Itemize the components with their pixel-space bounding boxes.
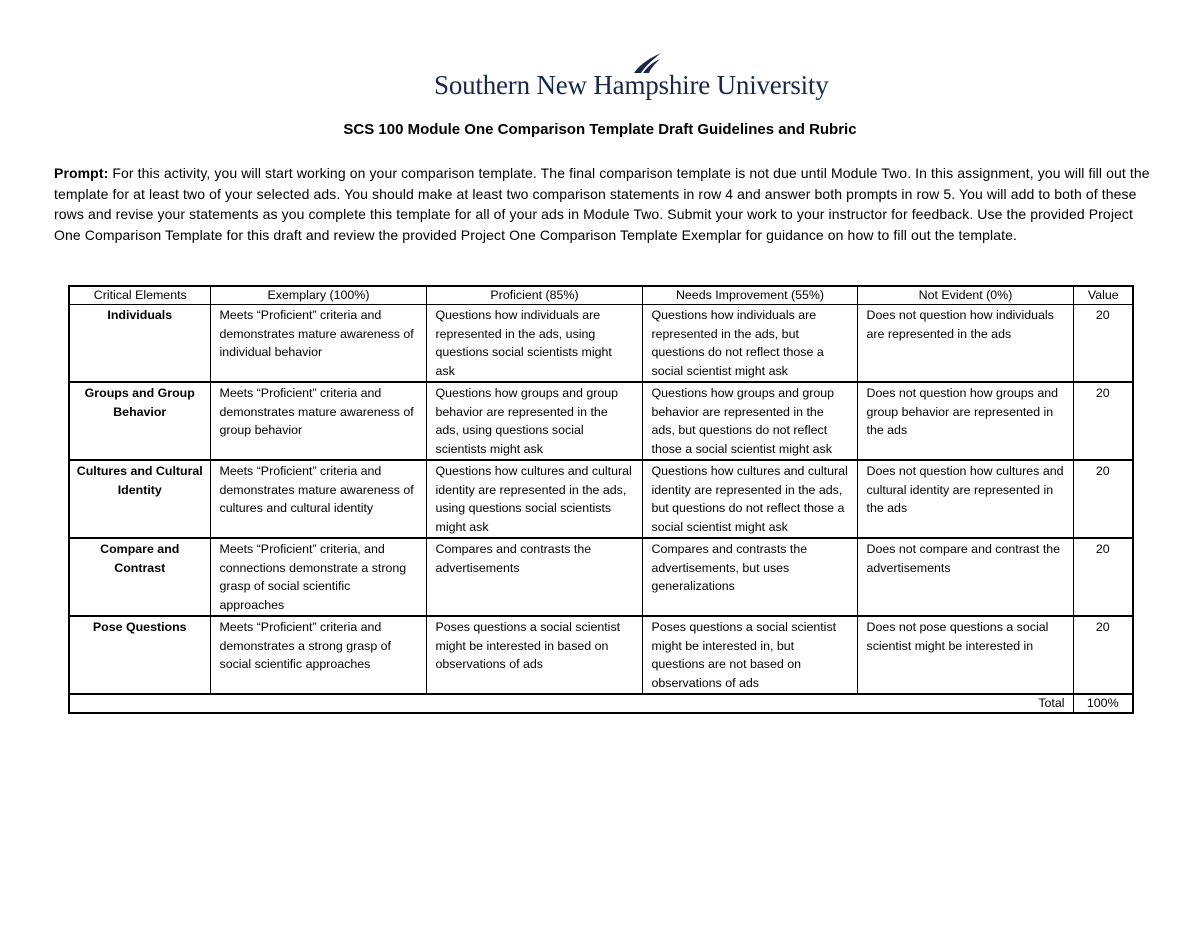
critical-element-cell: Cultures and Cultural Identity [69, 460, 210, 538]
not-evident-cell: Does not pose questions a social scientist might be interested in [857, 616, 1073, 694]
value-cell: 20 [1073, 616, 1133, 694]
exemplary-cell: Meets “Proficient” criteria and demonstrates mature awareness of individual behavior [210, 305, 426, 383]
prompt-label: Prompt: [54, 165, 109, 181]
exemplary-cell: Meets “Proficient” criteria, and connections demonstrate a strong grasp of social scientific approaches [210, 538, 426, 616]
needs-improvement-cell: Questions how groups and group behavior are represented in the ads, but questions do not reflect those a social scientist might ask [642, 382, 857, 460]
rubric-header-row [69, 286, 1133, 305]
header-exemplary: Exemplary (100%) [210, 286, 426, 305]
value-cell: 20 [1073, 305, 1133, 383]
needs-improvement-cell: Questions how cultures and cultural identity are represented in the ads, but questions do not reflect those a social scientist might ask [642, 460, 857, 538]
total-value: 100% [1073, 694, 1133, 713]
rubric-row-individuals [69, 305, 1133, 383]
prompt-text: For this activity, you will start working on your comparison template. The final comparison template is not due until Module Two. In this assignment, you will fill out the template for at least two of your selected ads. You should make at least two comparison statements in row 4 and answer both prompts in row 5. You will add to both of these rows and revise your statements as you complete this template for all of your ads in Module Two. Submit your work to your instructor for feedback. Use the provided Project One Comparison Template for this draft and review the provided Project One Comparison Template Exemplar for guidance on how to fill out the template. [54, 165, 1150, 244]
header-critical-elements: Critical Elements [69, 286, 210, 305]
header-not-evident: Not Evident (0%) [857, 286, 1073, 305]
needs-improvement-cell: Poses questions a social scientist might be interested in, but questions are not based on observations of ads [642, 616, 857, 694]
header-needs-improvement: Needs Improvement (55%) [642, 286, 857, 305]
needs-improvement-cell: Compares and contrasts the advertisements, but uses generalizations [642, 538, 857, 616]
header-proficient: Proficient (85%) [426, 286, 642, 305]
rubric-row-cultures [69, 460, 1133, 538]
value-cell: 20 [1073, 538, 1133, 616]
rubric-row-pose-questions [69, 616, 1133, 694]
not-evident-cell: Does not question how groups and group behavior are represented in the ads [857, 382, 1073, 460]
not-evident-cell: Does not compare and contrast the advertisements [857, 538, 1073, 616]
proficient-cell: Questions how groups and group behavior are represented in the ads, using questions social scientists might ask [426, 382, 642, 460]
rubric-total-row [69, 694, 1133, 713]
needs-improvement-cell: Questions how individuals are represented in the ads, but questions do not reflect those a social scientist might ask [642, 305, 857, 383]
proficient-cell: Poses questions a social scientist might be interested in based on observations of ads [426, 616, 642, 694]
rubric-table [68, 285, 1134, 714]
rubric-row-compare-contrast [69, 538, 1133, 616]
proficient-cell: Compares and contrasts the advertisements [426, 538, 642, 616]
value-cell: 20 [1073, 460, 1133, 538]
rubric-row-groups [69, 382, 1133, 460]
not-evident-cell: Does not question how individuals are represented in the ads [857, 305, 1073, 383]
not-evident-cell: Does not question how cultures and cultural identity are represented in the ads [857, 460, 1073, 538]
critical-element-cell: Groups and Group Behavior [69, 382, 210, 460]
critical-element-cell: Individuals [69, 305, 210, 383]
page-title: SCS 100 Module One Comparison Template Draft Guidelines and Rubric [343, 121, 857, 138]
exemplary-cell: Meets “Proficient” criteria and demonstrates a strong grasp of social scientific approaches [210, 616, 426, 694]
logo-wordmark: Southern New Hampshire University [434, 70, 829, 100]
exemplary-cell: Meets “Proficient” criteria and demonstrates mature awareness of group behavior [210, 382, 426, 460]
critical-element-cell: Compare and Contrast [69, 538, 210, 616]
exemplary-cell: Meets “Proficient” criteria and demonstrates mature awareness of cultures and cultural identity [210, 460, 426, 538]
value-cell: 20 [1073, 382, 1133, 460]
university-logo [434, 52, 829, 104]
total-label: Total [69, 694, 1073, 713]
proficient-cell: Questions how individuals are represented in the ads, using questions social scientists might ask [426, 305, 642, 383]
prompt-paragraph [54, 163, 1150, 246]
critical-element-cell: Pose Questions [69, 616, 210, 694]
header-value: Value [1073, 286, 1133, 305]
proficient-cell: Questions how cultures and cultural identity are represented in the ads, using questions social scientists might ask [426, 460, 642, 538]
